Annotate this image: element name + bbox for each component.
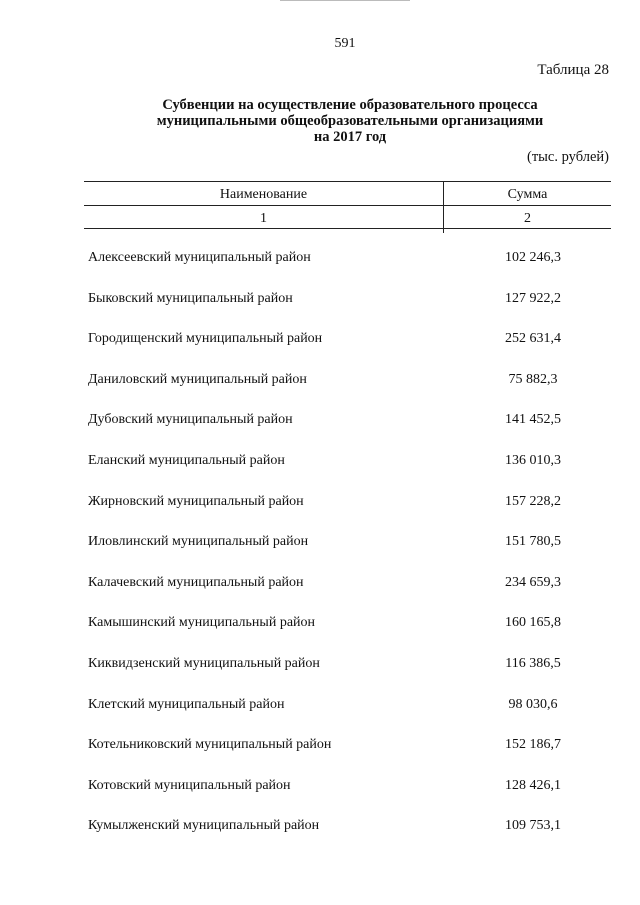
title-line-3: на 2017 год — [313, 129, 387, 145]
header-bottom-rule — [84, 228, 611, 229]
row-amount: 157 228,2 — [505, 493, 561, 509]
table-row — [88, 737, 628, 778]
row-name: Дубовский муниципальный район — [88, 412, 293, 428]
row-name: Еланский муниципальный район — [88, 452, 285, 468]
table-row — [88, 453, 628, 494]
row-amount: 136 010,3 — [505, 452, 561, 468]
title-line-2: муниципальными общеобразовательными организациями — [156, 113, 544, 129]
document-title — [40, 97, 640, 145]
row-amount: 152 186,7 — [505, 737, 561, 753]
table-row — [88, 372, 628, 413]
row-name: Даниловский муниципальный район — [88, 371, 307, 387]
header-sum: Сумма — [507, 187, 548, 202]
row-amount: 109 753,1 — [505, 818, 561, 834]
table-row — [88, 494, 628, 535]
units-label: (тыс. рублей) — [527, 149, 609, 165]
row-amount: 234 659,3 — [505, 574, 561, 590]
row-name: Камышинский муниципальный район — [88, 615, 316, 631]
header-column-number-2: 2 — [524, 211, 531, 226]
top-edge-mark — [280, 0, 410, 1]
row-name: Кумылженский муниципальный район — [88, 818, 320, 834]
row-amount: 102 246,3 — [505, 250, 561, 265]
table-row — [88, 250, 628, 291]
table-row — [88, 291, 628, 332]
table-row — [88, 615, 628, 656]
table-row — [88, 697, 628, 738]
row-name: Котовский муниципальный район — [88, 777, 291, 793]
row-name: Котельниковский муниципальный район — [88, 737, 332, 753]
row-name: Иловлинский муниципальный район — [88, 534, 309, 550]
title-line-1: Субвенции на осуществление образовательного процесса — [162, 97, 538, 113]
table-row — [88, 331, 628, 372]
table-row — [88, 575, 628, 616]
row-amount: 75 882,3 — [508, 371, 558, 387]
row-amount: 252 631,4 — [505, 331, 561, 347]
table-row — [88, 778, 628, 819]
page-number: 591 — [334, 36, 356, 51]
row-amount: 98 030,6 — [508, 696, 558, 712]
row-name: Киквидзенский муниципальный район — [88, 655, 320, 671]
row-name: Городищенский муниципальный район — [88, 331, 323, 347]
row-amount: 127 922,2 — [505, 290, 561, 306]
row-name: Алексеевский муниципальный район — [88, 250, 311, 265]
table-body — [88, 250, 628, 859]
header-middle-rule — [84, 205, 611, 206]
row-name: Жирновский муниципальный район — [88, 493, 304, 509]
header-name: Наименование — [219, 187, 308, 202]
table-row — [88, 412, 628, 453]
row-amount: 141 452,5 — [505, 412, 561, 428]
row-amount: 160 165,8 — [505, 615, 561, 631]
row-amount: 128 426,1 — [505, 777, 561, 793]
header-column-number-1: 1 — [260, 211, 267, 226]
header-top-rule — [84, 181, 611, 182]
row-amount: 151 780,5 — [505, 534, 561, 550]
row-amount: 116 386,5 — [505, 655, 561, 671]
table-row — [88, 534, 628, 575]
table-row — [88, 656, 628, 697]
table-row — [88, 818, 628, 859]
table-label: Таблица 28 — [537, 62, 609, 78]
row-name: Клетский муниципальный район — [88, 696, 285, 712]
row-name: Калачевский муниципальный район — [88, 574, 304, 590]
table-header — [84, 181, 611, 233]
row-name: Быковский муниципальный район — [88, 290, 293, 306]
